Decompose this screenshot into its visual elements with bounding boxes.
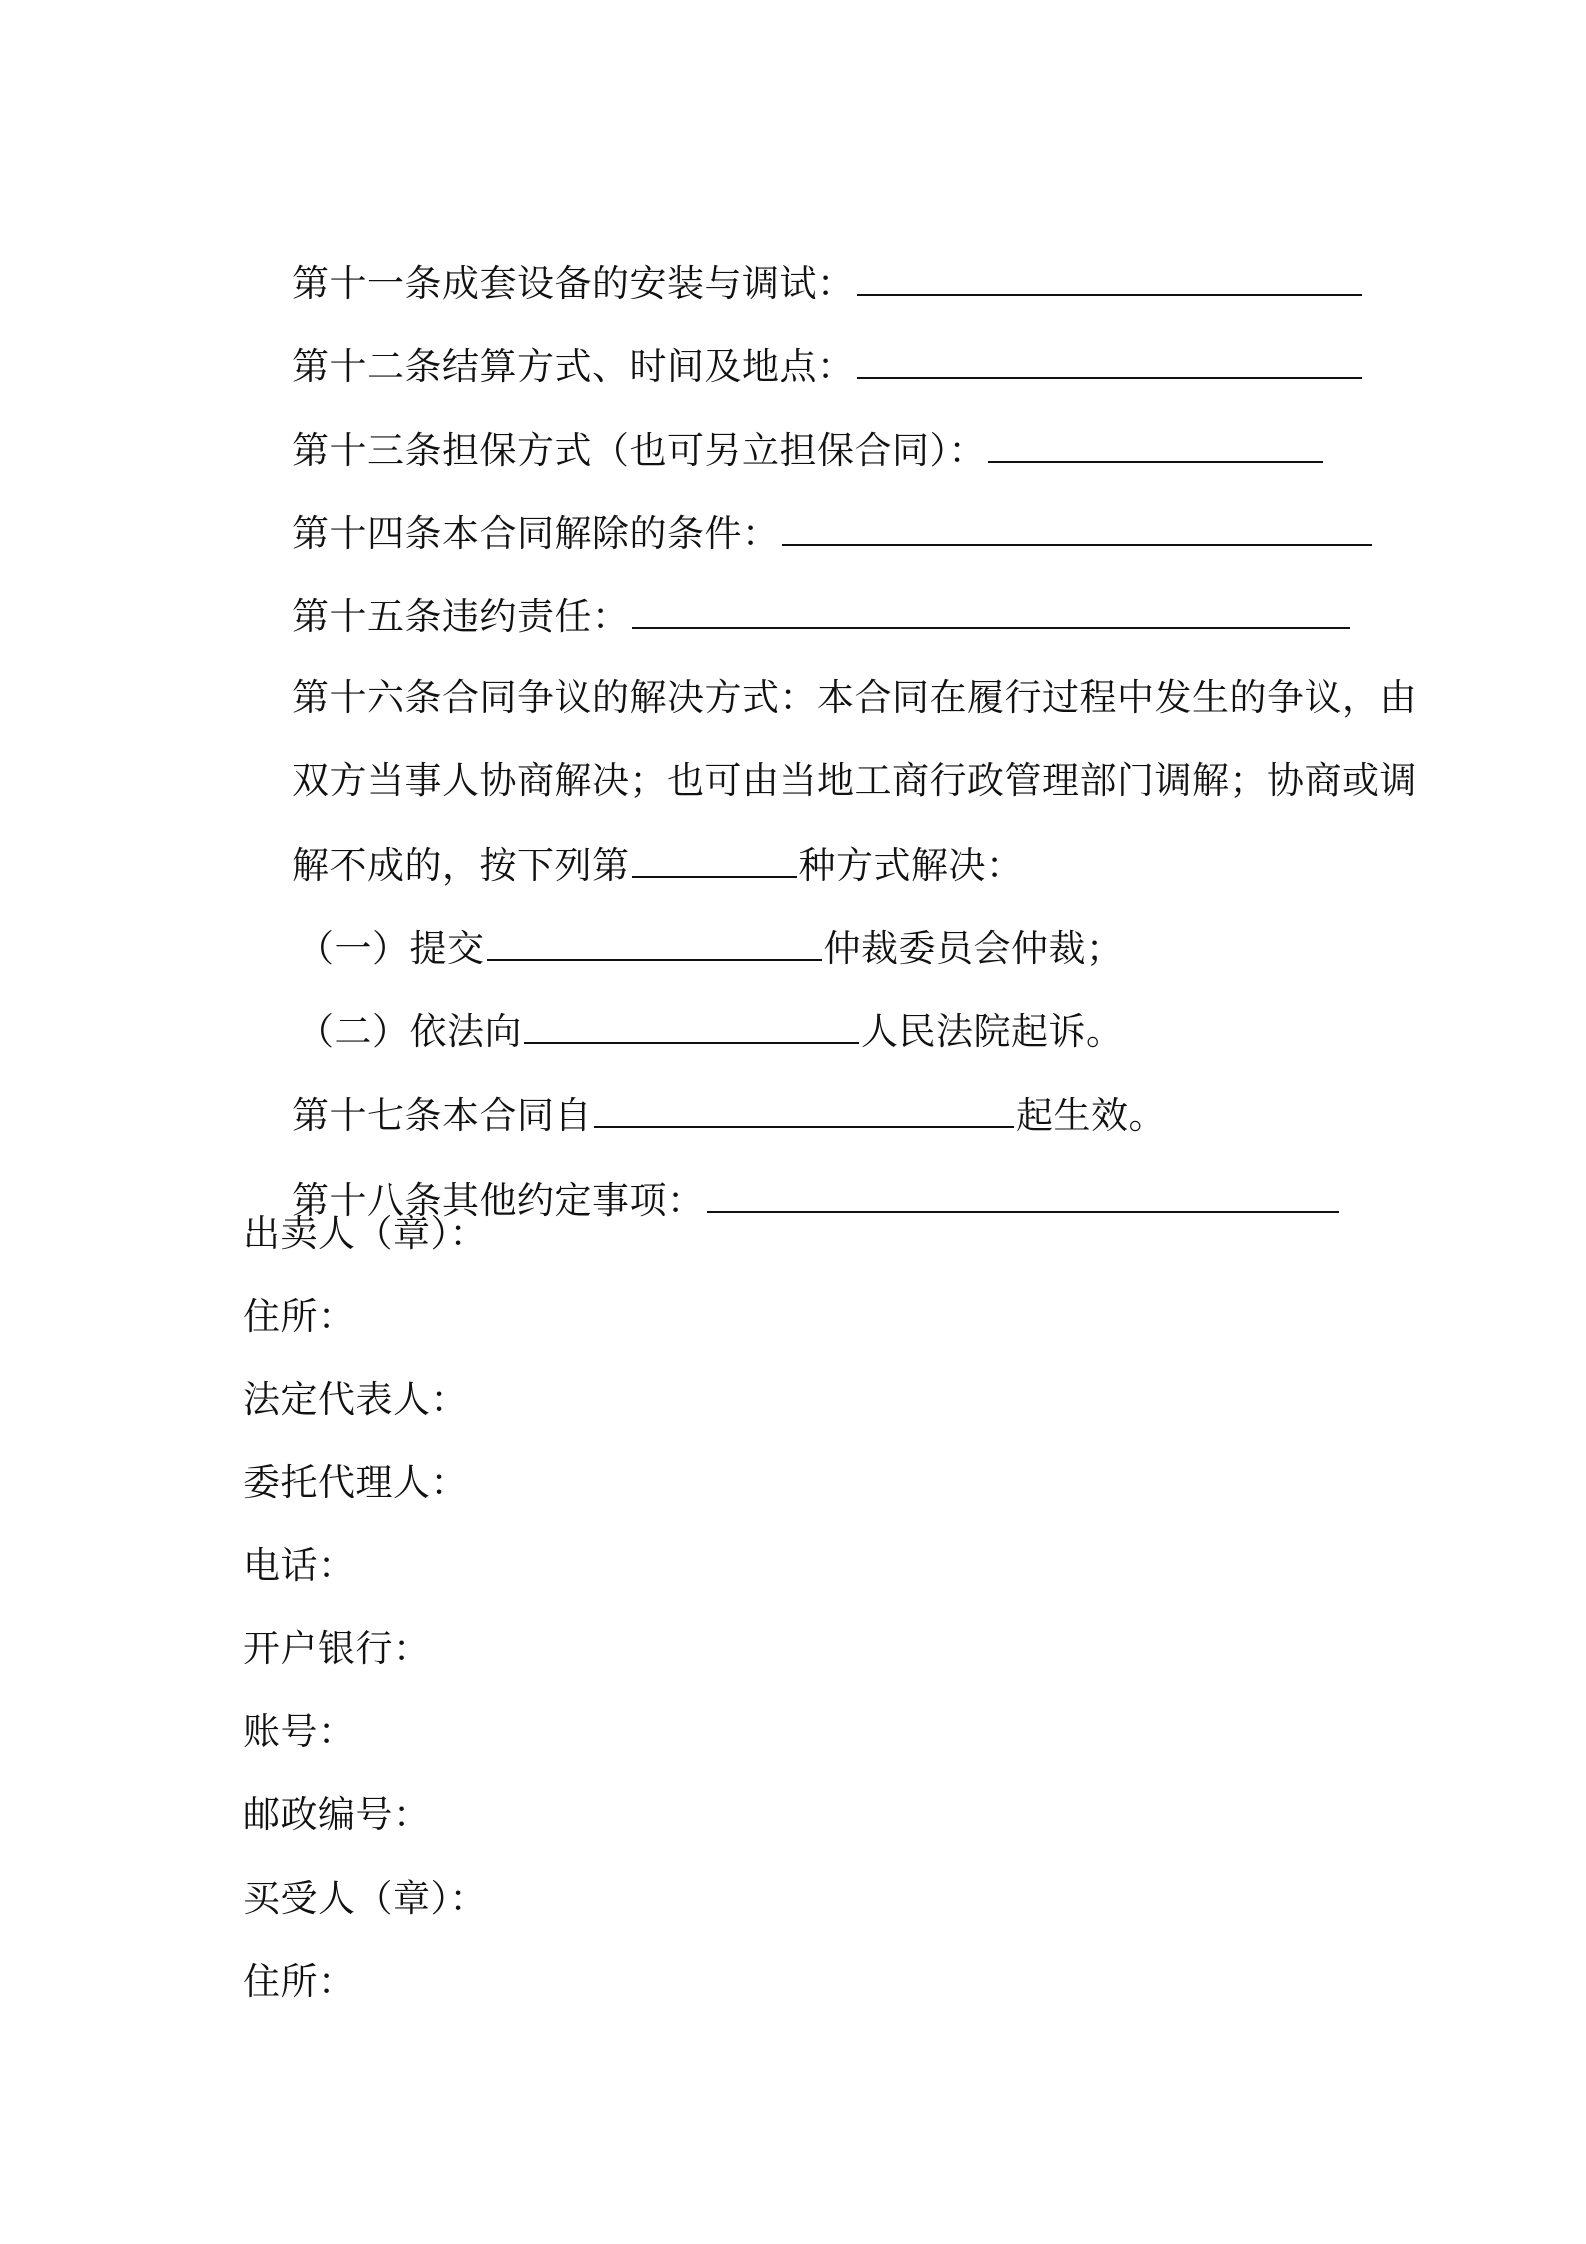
buyer-address: 住所： [243,1960,356,2003]
option-2-post: 人民法院起诉。 [861,1010,1124,1053]
clause-18-text: 第十八条其他约定事项： [292,1179,705,1222]
seller-legal-rep: 法定代表人： [243,1378,468,1421]
clause-16-text-1: 第十六条合同争议的解决方式：本合同在履行过程中发生的争议，由 [292,676,1418,719]
clause-15-text: 第十五条违约责任： [292,595,630,638]
buyer-title: 买受人（章）： [243,1877,487,1920]
clause-11-text: 第十一条成套设备的安装与调试： [292,262,855,305]
clause-17-pre: 第十七条本合同自 [292,1094,593,1137]
clause-16-text-3-pre: 解不成的，按下列第 [292,844,630,887]
effective-date-blank [594,1090,1014,1128]
clause-11-blank [857,258,1362,296]
clause-13-text: 第十三条担保方式（也可另立担保合同）： [292,429,987,472]
seller-bank: 开户银行： [243,1627,431,1670]
clause-17-post: 起生效。 [1016,1094,1167,1137]
option-1-post: 仲裁委员会仲裁； [823,927,1124,970]
option-1-pre: （一）提交 [297,927,485,970]
seller-address: 住所： [243,1295,356,1338]
clause-14-blank [782,508,1372,546]
clause-18-blank [707,1175,1339,1213]
clause-13-blank [988,425,1323,463]
seller-agent: 委托代理人： [243,1461,468,1504]
seller-phone: 电话： [243,1544,356,1587]
seller-account: 账号： [243,1710,356,1753]
clause-12-blank [857,341,1362,379]
arbitration-commission-blank [487,923,822,961]
option-2-pre: （二）依法向 [297,1010,523,1053]
clause-16-text-3-post: 种方式解决： [798,844,1024,887]
clause-16-text-2: 双方当事人协商解决；也可由当地工商行政管理部门调解；协商或调 [292,759,1418,802]
clause-15-blank [632,591,1350,629]
clause-14-text: 第十四条本合同解除的条件： [292,512,780,555]
method-number-blank [632,840,797,878]
seller-postcode: 邮政编号： [243,1793,431,1836]
clause-12-text: 第十二条结算方式、时间及地点： [292,345,855,388]
court-blank [524,1006,859,1044]
seller-title: 出卖人（章）： [243,1212,487,1255]
